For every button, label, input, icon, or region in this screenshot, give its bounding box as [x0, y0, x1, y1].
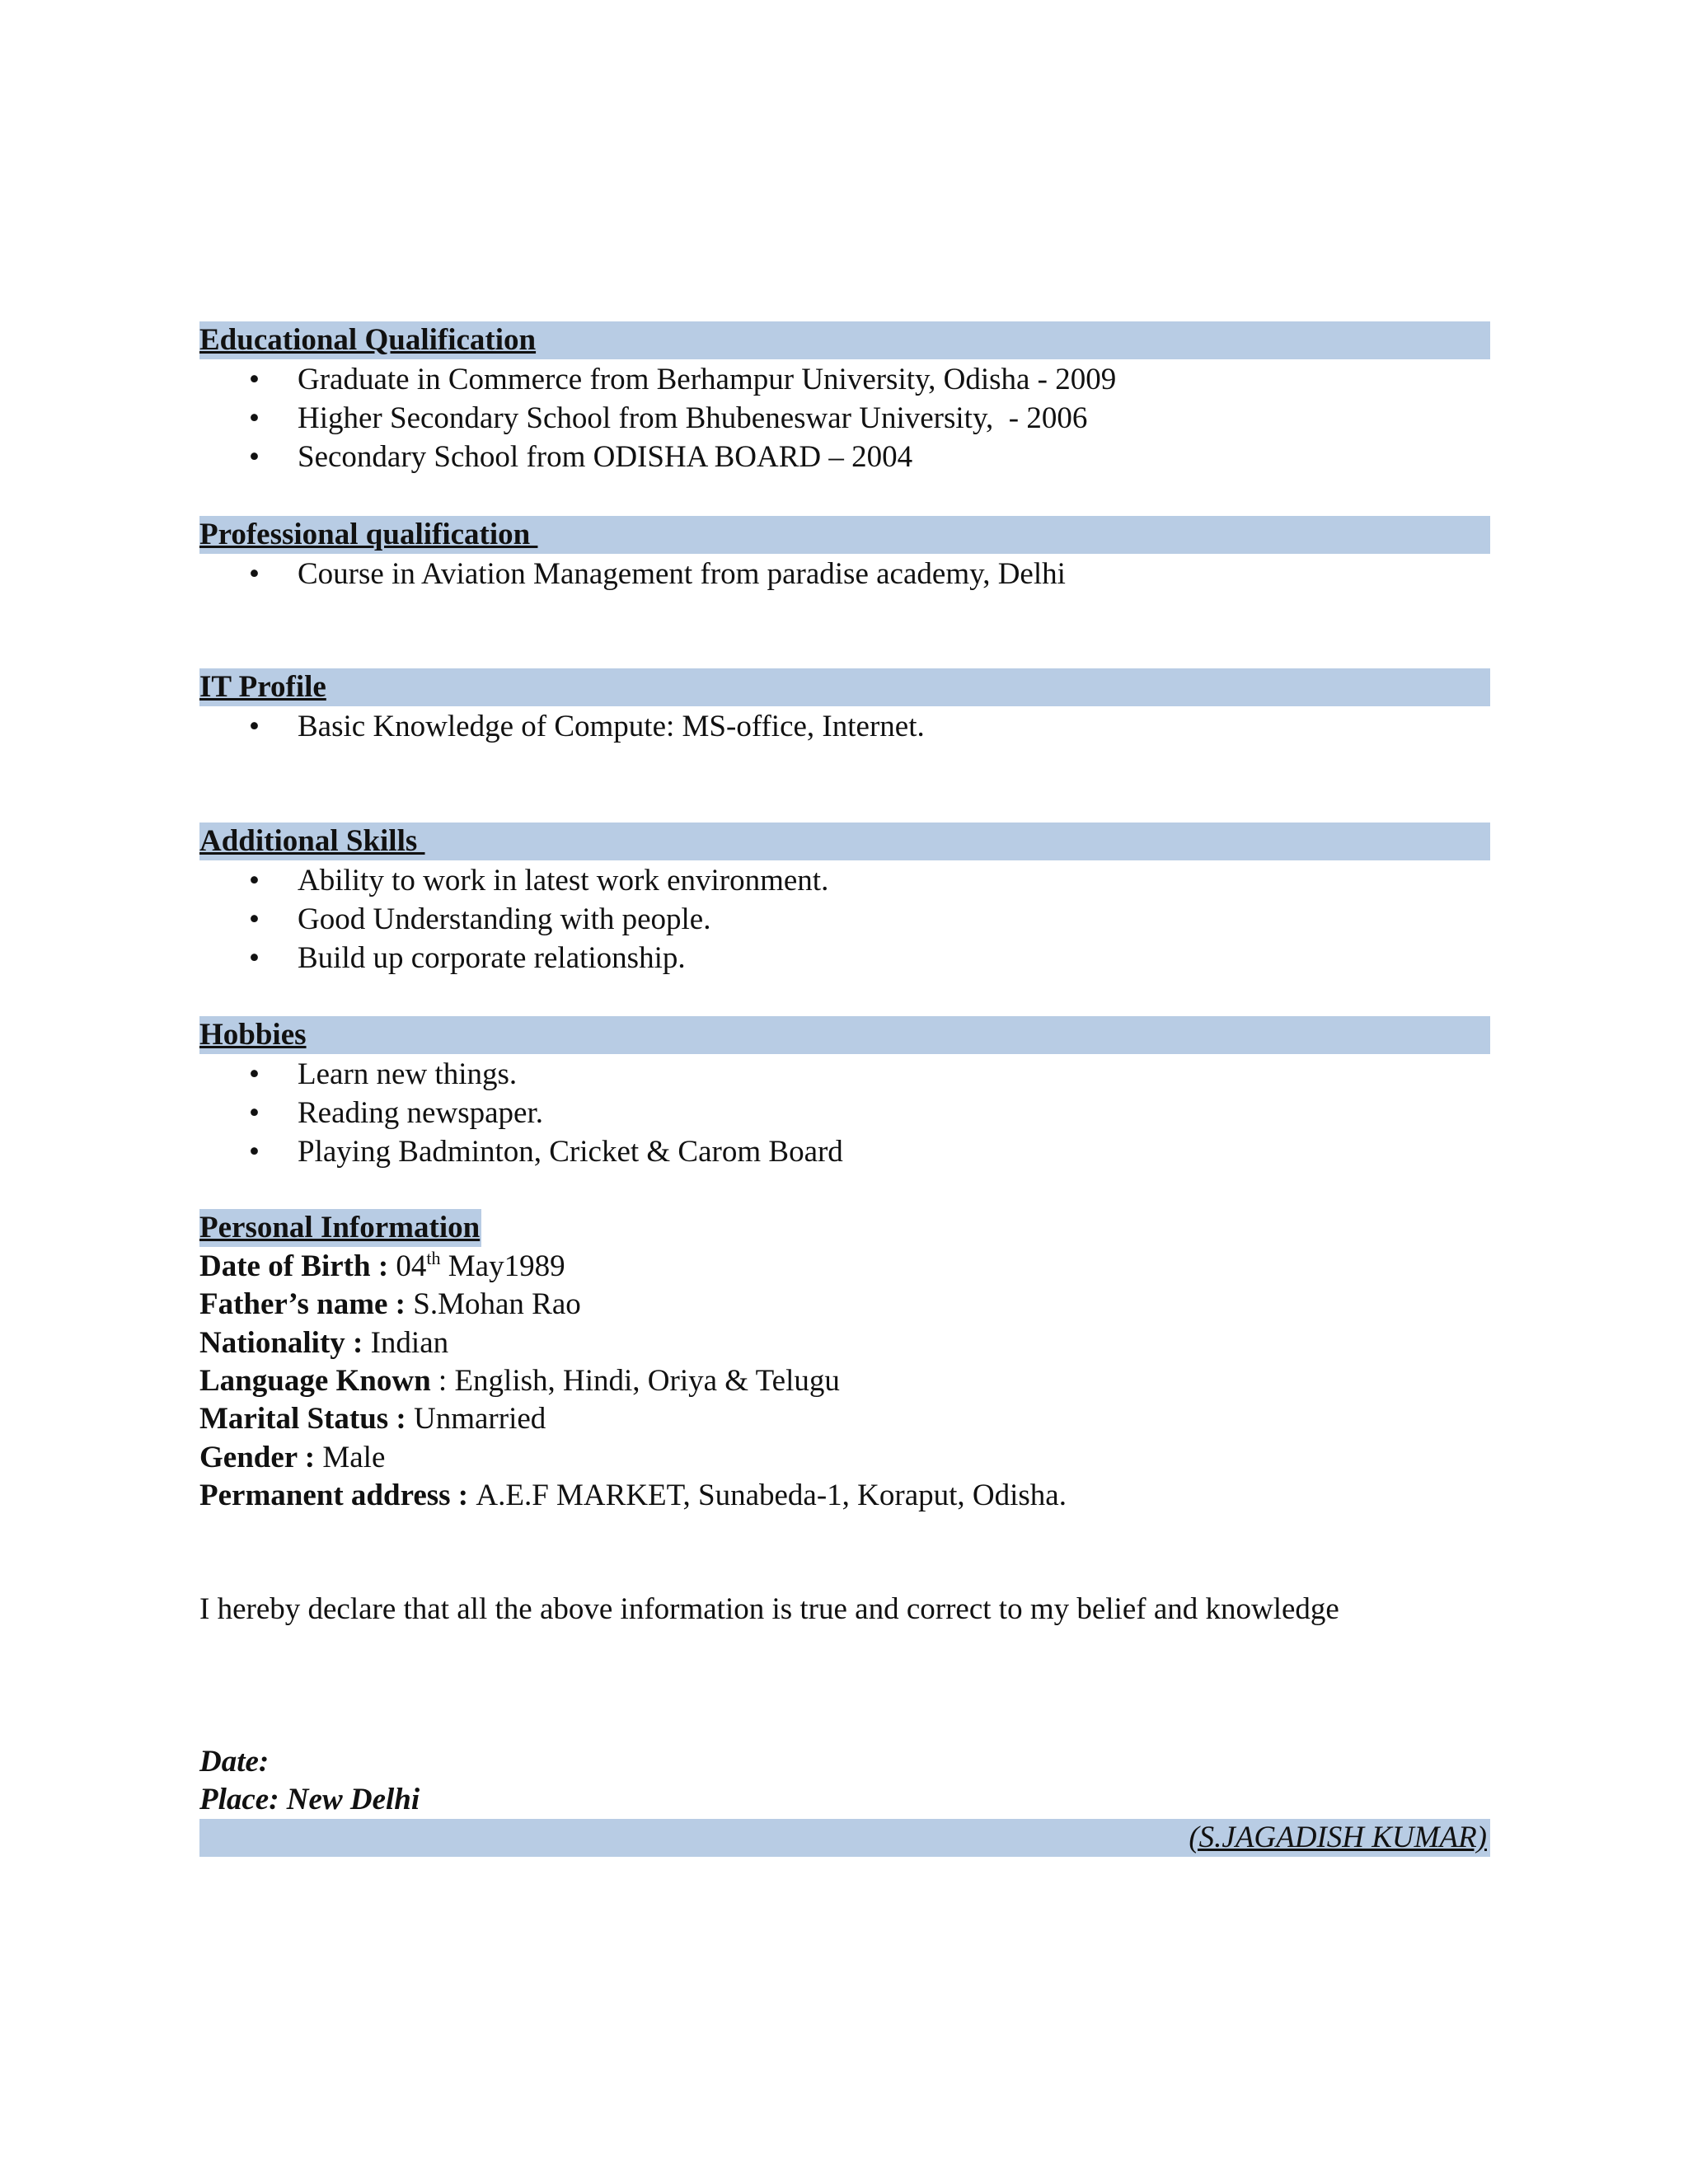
declaration-text: I hereby declare that all the above information is true and correct to my belief and knowledge — [199, 1592, 1339, 1626]
list-item: • Graduate in Commerce from Berhampur University, Odisha - 2009 — [199, 360, 1116, 399]
list-item: • Secondary School from ODISHA BOARD – 2004 — [199, 438, 1116, 476]
bullet-icon: • — [249, 710, 260, 743]
dob-row: Date of Birth : 04th May1989 — [199, 1248, 565, 1283]
list-item: • Basic Knowledge of Compute: MS-office, Internet. — [199, 707, 925, 746]
father-name-row: Father’s name : S.Mohan Rao — [199, 1287, 581, 1321]
address-row: Permanent address : A.E.F MARKET, Sunabeda-1, Koraput, Odisha. — [199, 1479, 1067, 1512]
it-profile-heading: IT Profile — [199, 668, 1490, 706]
list-item: • Playing Badminton, Cricket & Carom Board — [199, 1132, 843, 1171]
bullet-icon: • — [249, 941, 260, 975]
bullet-icon: • — [249, 1135, 260, 1169]
bullet-icon: • — [249, 1057, 260, 1091]
it-profile-list — [199, 707, 925, 746]
signature-name: (S.JAGADISH KUMAR) — [1189, 1821, 1487, 1854]
list-item: • Good Understanding with people. — [199, 900, 828, 939]
list-item: • Learn new things. — [199, 1055, 843, 1094]
professional-list — [199, 555, 1066, 593]
bullet-icon: • — [249, 440, 260, 474]
nationality-row: Nationality : Indian — [199, 1326, 449, 1360]
education-list — [199, 360, 1116, 476]
hobbies-list — [199, 1055, 843, 1171]
list-item: • Ability to work in latest work environment. — [199, 861, 828, 900]
marital-status-row: Marital Status : Unmarried — [199, 1402, 546, 1436]
hobbies-heading: Hobbies — [199, 1016, 1490, 1054]
additional-skills-heading: Additional Skills — [199, 823, 1490, 860]
date-label: Date: — [199, 1745, 270, 1779]
personal-info-heading: Personal Information — [199, 1209, 481, 1247]
gender-row: Gender : Male — [199, 1441, 386, 1474]
bullet-icon: • — [249, 557, 260, 591]
list-item: • Higher Secondary School from Bhubeneswar University, - 2006 — [199, 399, 1116, 438]
place-label: Place: New Delhi — [199, 1783, 420, 1816]
bullet-icon: • — [249, 363, 260, 396]
resume-page — [199, 0, 1490, 2184]
language-row: Language Known : English, Hindi, Oriya & Telugu — [199, 1364, 840, 1398]
list-item: • Course in Aviation Management from paradise academy, Delhi — [199, 555, 1066, 593]
education-heading: Educational Qualification — [199, 321, 1490, 359]
bullet-icon: • — [249, 864, 260, 898]
bullet-icon: • — [249, 902, 260, 936]
bullet-icon: • — [249, 401, 260, 435]
list-item: • Build up corporate relationship. — [199, 939, 828, 977]
list-item: • Reading newspaper. — [199, 1094, 843, 1132]
bullet-icon: • — [249, 1096, 260, 1130]
signature-bar — [199, 1819, 1490, 1857]
professional-heading: Professional qualification — [199, 516, 1490, 554]
additional-skills-list — [199, 861, 828, 977]
